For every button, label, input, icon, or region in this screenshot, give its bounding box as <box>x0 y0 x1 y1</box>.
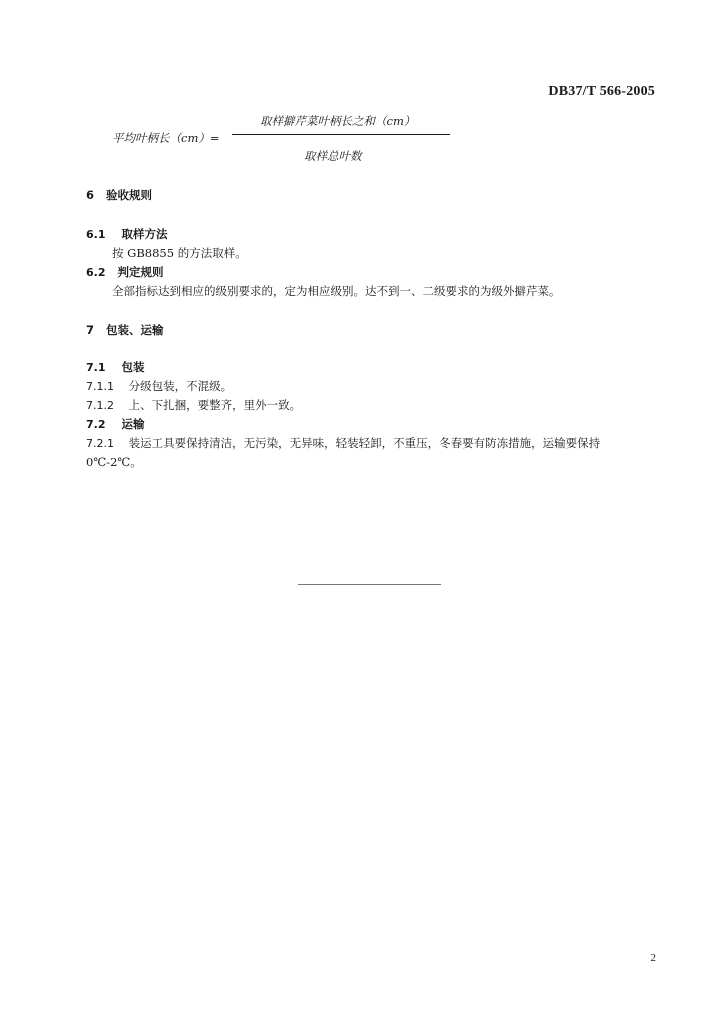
formula-fraction-bar <box>232 134 450 135</box>
section-title: 验收规则 <box>106 188 153 202</box>
section-body: 上、下扎捆，要整齐，里外一致。 <box>128 398 302 412</box>
section-6-1-body: 按 GB8855 的方法取样。 <box>112 246 247 260</box>
section-title: 运输 <box>121 417 145 431</box>
section-number: 7.1.1 <box>86 380 114 393</box>
section-number: 6 <box>86 188 95 202</box>
section-number: 7 <box>86 323 95 337</box>
section-6-heading <box>86 187 152 203</box>
standard-code: DB37/T 566-2005 <box>548 84 655 99</box>
formula <box>0 0 724 180</box>
section-title: 包装 <box>121 360 145 374</box>
section-7-1-heading <box>86 359 145 375</box>
section-title: 判定规则 <box>117 265 164 279</box>
section-number: 6.2 <box>86 266 106 279</box>
section-number: 7.2.1 <box>86 437 114 450</box>
section-7-heading <box>86 322 164 338</box>
section-7-2-1 <box>86 435 600 451</box>
section-6-2-heading <box>86 264 164 280</box>
section-title: 取样方法 <box>121 227 168 241</box>
formula-lhs: 平均叶柄长（cm）= <box>112 131 220 145</box>
end-of-document-rule <box>298 584 441 585</box>
section-body: 分级包装，不混级。 <box>128 379 233 393</box>
section-body: 装运工具要保持清洁，无污染，无异味，轻装轻卸，不重压，冬春要有防冻措施，运输要保持 <box>128 436 601 450</box>
section-number: 7.1.2 <box>86 399 114 412</box>
section-number: 7.2 <box>86 418 106 431</box>
page-number: 2 <box>650 952 656 964</box>
section-6-1-heading <box>86 226 168 242</box>
section-6-2-body: 全部指标达到相应的级别要求的，定为相应级别。达不到一、二级要求的为级外擗芹菜。 <box>112 284 561 298</box>
section-title: 包装、运输 <box>106 323 164 337</box>
formula-numerator: 取样擗芹菜叶柄长之和（cm） <box>260 114 416 128</box>
section-7-1-2 <box>86 397 301 413</box>
section-7-1-1 <box>86 378 232 394</box>
section-7-2-heading <box>86 416 145 432</box>
formula-denominator: 取样总叶数 <box>304 149 362 163</box>
section-number: 6.1 <box>86 228 106 241</box>
section-7-2-1-continued: 0℃-2℃。 <box>86 455 142 469</box>
section-number: 7.1 <box>86 361 106 374</box>
